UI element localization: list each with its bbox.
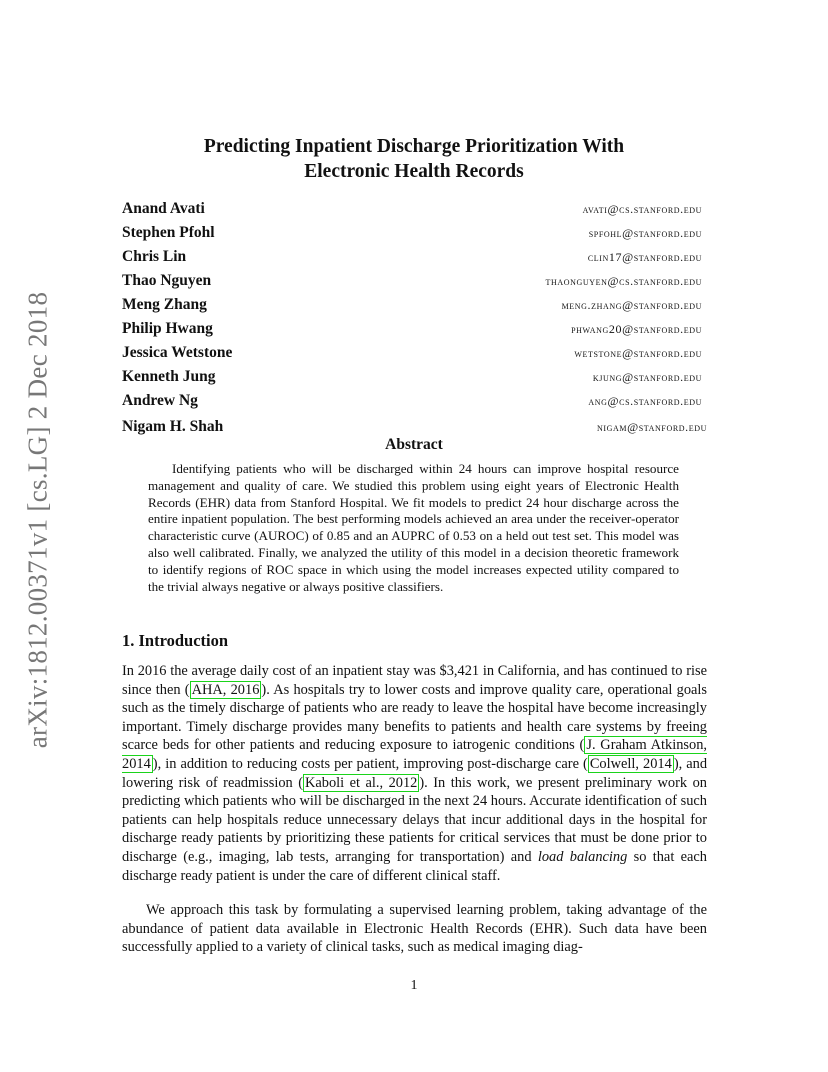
author-name: Thao Nguyen [122,272,212,289]
paragraph-text: ). In this work, we present preliminary work on predicting which patients who will be discharged in the next 24 hours. Accurate identification of such patients can help hospitals reduce unnecessary delays that incur additional days in the hospital for discharge ready patients by prioritizing these patients for critical services that must be done prior to discharge (e.g., imaging, lab tests, arranging for transportation) and [122,774,707,865]
author-email: kjung@stanford.edu [592,370,702,384]
author-row [122,200,702,220]
section-heading-introduction: 1. Introduction [122,631,229,650]
abstract-body: Identifying patients who will be discharged within 24 hours can improve hospital resource management and quality of care. We studied this problem using eight years of Electronic Health Records (EHR) data from Stanford Hospital. We fit models to predict 24 hour discharge across the entire inpatient population. The best performing models achieved an area under the receiver-operator characteristic curve (AUROC) of 0.85 and an AUPRC of 0.53 on a held out test set. This model was also well calibrated. Finally, we analyzed the utility of this model in a decision theoretic framework to identify regions of ROC space in which using the model increases expected utility compared to the trivial always negative or always positive classifiers. [148,461,679,594]
author-email: wetstone@stanford.edu [574,346,702,360]
author-row [122,344,702,364]
paragraph-text: so that each discharge ready patient is under the care of different clinical staff. [122,848,707,884]
author-name: Stephen Pfohl [122,224,215,241]
author-name: Nigam H. Shah [122,418,224,435]
citation-link[interactable]: Kaboli et al., 2012 [305,774,418,791]
paragraph-text: In 2016 the average daily cost of an inpatient stay was $3,421 in California, and has continued to rise since then ( [122,663,707,698]
author-name: Jessica Wetstone [122,344,233,361]
paragraph-text: ). As hospitals try to lower costs and improve quality care, operational goals such as the timely discharge of patients who are ready to leave the hospital have become increasingly important. Timely discharge provides many benefits to patients and health care systems by freeing scarce beds for other patients and reducing exposure to iatrogenic conditions ( [122,681,708,754]
author-name: Meng Zhang [122,296,207,313]
author-email: avati@cs.stanford.edu [582,202,702,216]
paragraph-text: ), and lowering risk of readmission ( [122,755,708,791]
paragraph-text: ), in addition to reducing costs per patient, improving post-discharge care ( [152,755,588,772]
author-row [122,320,702,340]
emphasis-text: load balancing [537,848,628,865]
author-email: thaonguyen@cs.stanford.edu [545,274,702,288]
author-email: phwang20@stanford.edu [571,322,702,336]
author-email: spfohl@stanford.edu [588,226,702,240]
citation-link[interactable]: Colwell, 2014 [589,755,672,772]
arxiv-identifier-text: arXiv:1812.00371v1 [cs.LG] 2 Dec 2018 [22,291,53,749]
author-row [122,272,702,292]
author-email: clin17@stanford.edu [587,250,702,264]
citation-link[interactable]: AHA, 2016 [191,681,260,698]
introduction-paragraph: We approach this task by formulating a supervised learning problem, taking advantage of the abundance of patient data available in Electronic Health Records (EHR). Such data have been successfully applied to a variety of clinical tasks, such as medical imaging diag- [122,902,707,956]
author-row [122,296,702,316]
author-row [122,368,702,388]
author-email: ang@cs.stanford.edu [588,394,702,408]
author-row [122,418,707,438]
author-email: meng.zhang@stanford.edu [561,298,702,312]
author-row [122,248,702,268]
author-name: Anand Avati [122,200,205,217]
introduction-paragraph [122,662,707,885]
abstract-heading: Abstract [385,436,443,453]
author-name: Chris Lin [122,248,187,265]
paper-title-line: Electronic Health Records [304,161,524,182]
author-row [122,392,702,412]
citation-link[interactable]: J. Graham Atkinson, 2014 [122,737,707,772]
author-name: Kenneth Jung [122,368,216,385]
paper-title [120,134,708,184]
paper-title-line: Predicting Inpatient Discharge Prioritization With [203,136,625,157]
author-email: nigam@stanford.edu [597,420,707,434]
arxiv-identifier [22,290,54,750]
page-number: 1 [410,978,418,993]
author-name: Andrew Ng [122,392,198,409]
author-row [122,224,702,244]
author-name: Philip Hwang [122,320,213,337]
